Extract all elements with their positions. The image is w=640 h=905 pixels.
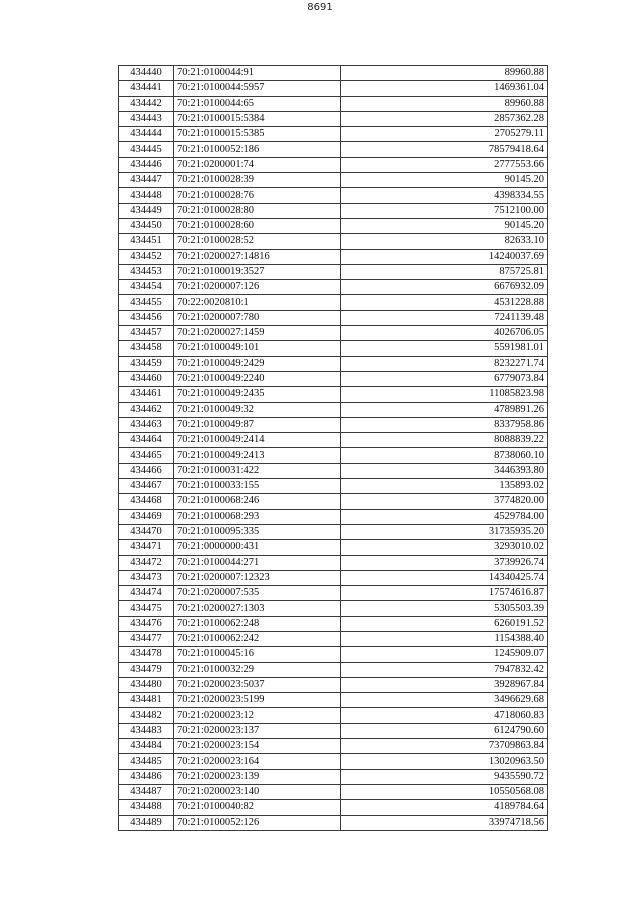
value-cell: 89960.88 xyxy=(341,66,548,81)
row-id-cell: 434485 xyxy=(119,754,174,769)
row-id-cell: 434479 xyxy=(119,662,174,677)
cadastral-number-cell: 70:21:0200001:74 xyxy=(174,157,341,172)
cadastral-number-cell: 70:21:0100032:29 xyxy=(174,662,341,677)
value-cell: 4531228.88 xyxy=(341,295,548,310)
cadastral-number-cell: 70:21:0100049:2240 xyxy=(174,371,341,386)
cadastral-number-cell: 70:21:0100049:2429 xyxy=(174,356,341,371)
value-cell: 3496629.68 xyxy=(341,693,548,708)
cadastral-number-cell: 70:21:0200023:12 xyxy=(174,708,341,723)
table-row xyxy=(119,127,548,142)
value-cell: 7241139.48 xyxy=(341,310,548,325)
row-id-cell: 434474 xyxy=(119,586,174,601)
value-cell: 33974718.56 xyxy=(341,815,548,830)
row-id-cell: 434469 xyxy=(119,509,174,524)
table-row xyxy=(119,479,548,494)
row-id-cell: 434442 xyxy=(119,96,174,111)
row-id-cell: 434484 xyxy=(119,739,174,754)
table-row xyxy=(119,723,548,738)
cadastral-number-cell: 70:21:0100045:16 xyxy=(174,647,341,662)
table-row xyxy=(119,754,548,769)
value-cell: 8738060.10 xyxy=(341,448,548,463)
row-id-cell: 434459 xyxy=(119,356,174,371)
table-row xyxy=(119,111,548,126)
table-row xyxy=(119,784,548,799)
row-id-cell: 434455 xyxy=(119,295,174,310)
cadastral-number-cell: 70:21:0100028:60 xyxy=(174,218,341,233)
value-cell: 9435590.72 xyxy=(341,769,548,784)
table-row xyxy=(119,142,548,157)
value-cell: 3293010.02 xyxy=(341,540,548,555)
value-cell: 17574616.87 xyxy=(341,586,548,601)
cadastral-number-cell: 70:21:0100049:2413 xyxy=(174,448,341,463)
value-cell: 2777553.66 xyxy=(341,157,548,172)
value-cell: 7512100.00 xyxy=(341,203,548,218)
table-row xyxy=(119,708,548,723)
row-id-cell: 434450 xyxy=(119,218,174,233)
row-id-cell: 434454 xyxy=(119,280,174,295)
cadastral-number-cell: 70:21:0100062:242 xyxy=(174,631,341,646)
cadastral-number-cell: 70:21:0100049:2435 xyxy=(174,387,341,402)
row-id-cell: 434449 xyxy=(119,203,174,218)
cadastral-number-cell: 70:21:0100044:65 xyxy=(174,96,341,111)
value-cell: 11085823.98 xyxy=(341,387,548,402)
value-cell: 6779073.84 xyxy=(341,371,548,386)
table-row xyxy=(119,96,548,111)
row-id-cell: 434478 xyxy=(119,647,174,662)
data-table xyxy=(118,65,548,831)
value-cell: 82633.10 xyxy=(341,234,548,249)
table-row xyxy=(119,310,548,325)
cadastral-number-cell: 70:21:0100049:101 xyxy=(174,341,341,356)
table-row xyxy=(119,800,548,815)
table-row xyxy=(119,66,548,81)
row-id-cell: 434468 xyxy=(119,494,174,509)
row-id-cell: 434488 xyxy=(119,800,174,815)
cadastral-number-cell: 70:21:0200023:139 xyxy=(174,769,341,784)
table-row xyxy=(119,586,548,601)
cadastral-number-cell: 70:21:0200027:14816 xyxy=(174,249,341,264)
table-row xyxy=(119,264,548,279)
table-row xyxy=(119,815,548,830)
row-id-cell: 434489 xyxy=(119,815,174,830)
value-cell: 4026706.05 xyxy=(341,326,548,341)
cadastral-number-cell: 70:21:0100019:3527 xyxy=(174,264,341,279)
cadastral-number-cell: 70:21:0100044:271 xyxy=(174,555,341,570)
value-cell: 5305503.39 xyxy=(341,601,548,616)
cadastral-number-cell: 70:21:0100033:155 xyxy=(174,479,341,494)
table-row xyxy=(119,295,548,310)
cadastral-number-cell: 70:21:0100028:39 xyxy=(174,173,341,188)
cadastral-number-cell: 70:21:0100028:76 xyxy=(174,188,341,203)
row-id-cell: 434466 xyxy=(119,463,174,478)
value-cell: 1469361.04 xyxy=(341,81,548,96)
cadastral-number-cell: 70:21:0200027:1459 xyxy=(174,326,341,341)
table-row xyxy=(119,616,548,631)
value-cell: 4529784.00 xyxy=(341,509,548,524)
row-id-cell: 434482 xyxy=(119,708,174,723)
cadastral-number-cell: 70:21:0100068:246 xyxy=(174,494,341,509)
table-row xyxy=(119,662,548,677)
cadastral-number-cell: 70:21:0100049:2414 xyxy=(174,433,341,448)
value-cell: 90145.20 xyxy=(341,173,548,188)
value-cell: 14240037.69 xyxy=(341,249,548,264)
value-cell: 5591981.01 xyxy=(341,341,548,356)
table-row xyxy=(119,555,548,570)
table-row xyxy=(119,356,548,371)
cadastral-number-cell: 70:21:0200027:1303 xyxy=(174,601,341,616)
cadastral-number-cell: 70:21:0200007:126 xyxy=(174,280,341,295)
cadastral-number-cell: 70:21:0100015:5384 xyxy=(174,111,341,126)
row-id-cell: 434460 xyxy=(119,371,174,386)
value-cell: 10550568.08 xyxy=(341,784,548,799)
value-cell: 14340425.74 xyxy=(341,570,548,585)
cadastral-number-cell: 70:21:0100028:52 xyxy=(174,234,341,249)
row-id-cell: 434456 xyxy=(119,310,174,325)
row-id-cell: 434447 xyxy=(119,173,174,188)
value-cell: 90145.20 xyxy=(341,218,548,233)
cadastral-number-cell: 70:21:0200023:5199 xyxy=(174,693,341,708)
row-id-cell: 434487 xyxy=(119,784,174,799)
value-cell: 8337958.86 xyxy=(341,417,548,432)
table-body xyxy=(119,66,548,831)
table-row xyxy=(119,234,548,249)
value-cell: 4718060.83 xyxy=(341,708,548,723)
row-id-cell: 434448 xyxy=(119,188,174,203)
table-row xyxy=(119,81,548,96)
row-id-cell: 434445 xyxy=(119,142,174,157)
table-row xyxy=(119,509,548,524)
value-cell: 89960.88 xyxy=(341,96,548,111)
value-cell: 31735935.20 xyxy=(341,524,548,539)
value-cell: 8232271.74 xyxy=(341,356,548,371)
cadastral-number-cell: 70:21:0200007:12323 xyxy=(174,570,341,585)
table-row xyxy=(119,494,548,509)
cadastral-number-cell: 70:21:0100068:293 xyxy=(174,509,341,524)
row-id-cell: 434481 xyxy=(119,693,174,708)
cadastral-number-cell: 70:21:0100049:87 xyxy=(174,417,341,432)
table-row xyxy=(119,402,548,417)
row-id-cell: 434443 xyxy=(119,111,174,126)
table-row xyxy=(119,631,548,646)
table-row xyxy=(119,570,548,585)
value-cell: 4189784.64 xyxy=(341,800,548,815)
row-id-cell: 434465 xyxy=(119,448,174,463)
row-id-cell: 434461 xyxy=(119,387,174,402)
table-row xyxy=(119,341,548,356)
table-row xyxy=(119,218,548,233)
row-id-cell: 434475 xyxy=(119,601,174,616)
value-cell: 135893.02 xyxy=(341,479,548,494)
row-id-cell: 434473 xyxy=(119,570,174,585)
cadastral-number-cell: 70:21:0200023:137 xyxy=(174,723,341,738)
cadastral-number-cell: 70:21:0100052:126 xyxy=(174,815,341,830)
value-cell: 6676932.09 xyxy=(341,280,548,295)
row-id-cell: 434452 xyxy=(119,249,174,264)
value-cell: 7947832.42 xyxy=(341,662,548,677)
cadastral-number-cell: 70:21:0200023:164 xyxy=(174,754,341,769)
table-row xyxy=(119,448,548,463)
row-id-cell: 434472 xyxy=(119,555,174,570)
cadastral-number-cell: 70:21:0100044:91 xyxy=(174,66,341,81)
cadastral-number-cell: 70:21:0100031:422 xyxy=(174,463,341,478)
value-cell: 78579418.64 xyxy=(341,142,548,157)
cadastral-number-cell: 70:21:0200023:154 xyxy=(174,739,341,754)
table-row xyxy=(119,524,548,539)
cadastral-number-cell: 70:21:0200023:140 xyxy=(174,784,341,799)
table-row xyxy=(119,249,548,264)
row-id-cell: 434457 xyxy=(119,326,174,341)
value-cell: 3446393.80 xyxy=(341,463,548,478)
cadastral-number-cell: 70:21:0100095:335 xyxy=(174,524,341,539)
cadastral-number-cell: 70:21:0100015:5385 xyxy=(174,127,341,142)
table-row xyxy=(119,173,548,188)
cadastral-number-cell: 70:21:0100062:248 xyxy=(174,616,341,631)
cadastral-number-cell: 70:21:0000000:431 xyxy=(174,540,341,555)
table-row xyxy=(119,769,548,784)
cadastral-number-cell: 70:21:0100028:80 xyxy=(174,203,341,218)
value-cell: 2705279.11 xyxy=(341,127,548,142)
table-row xyxy=(119,540,548,555)
value-cell: 875725.81 xyxy=(341,264,548,279)
table-row xyxy=(119,677,548,692)
table-row xyxy=(119,157,548,172)
value-cell: 13020963.50 xyxy=(341,754,548,769)
value-cell: 2857362.28 xyxy=(341,111,548,126)
table-row xyxy=(119,693,548,708)
cadastral-number-cell: 70:21:0100040:82 xyxy=(174,800,341,815)
page-number: 8691 xyxy=(307,2,333,13)
cadastral-number-cell: 70:21:0200007:535 xyxy=(174,586,341,601)
table-row xyxy=(119,463,548,478)
value-cell: 3928967.84 xyxy=(341,677,548,692)
table-row xyxy=(119,647,548,662)
table-row xyxy=(119,371,548,386)
value-cell: 6260191.52 xyxy=(341,616,548,631)
table-row xyxy=(119,203,548,218)
cadastral-number-cell: 70:21:0100044:5957 xyxy=(174,81,341,96)
cadastral-number-cell: 70:22:0020810:1 xyxy=(174,295,341,310)
row-id-cell: 434444 xyxy=(119,127,174,142)
row-id-cell: 434486 xyxy=(119,769,174,784)
table-row xyxy=(119,387,548,402)
value-cell: 8088839.22 xyxy=(341,433,548,448)
row-id-cell: 434476 xyxy=(119,616,174,631)
value-cell: 6124790.60 xyxy=(341,723,548,738)
row-id-cell: 434446 xyxy=(119,157,174,172)
table-row xyxy=(119,326,548,341)
row-id-cell: 434480 xyxy=(119,677,174,692)
value-cell: 4789891.26 xyxy=(341,402,548,417)
row-id-cell: 434441 xyxy=(119,81,174,96)
row-id-cell: 434453 xyxy=(119,264,174,279)
row-id-cell: 434462 xyxy=(119,402,174,417)
value-cell: 73709863.84 xyxy=(341,739,548,754)
row-id-cell: 434463 xyxy=(119,417,174,432)
row-id-cell: 434458 xyxy=(119,341,174,356)
row-id-cell: 434467 xyxy=(119,479,174,494)
value-cell: 3774820.00 xyxy=(341,494,548,509)
cadastral-number-cell: 70:21:0200007:780 xyxy=(174,310,341,325)
cadastral-number-cell: 70:21:0100049:32 xyxy=(174,402,341,417)
value-cell: 3739926.74 xyxy=(341,555,548,570)
row-id-cell: 434470 xyxy=(119,524,174,539)
table-row xyxy=(119,739,548,754)
value-cell: 1245909.07 xyxy=(341,647,548,662)
row-id-cell: 434477 xyxy=(119,631,174,646)
row-id-cell: 434471 xyxy=(119,540,174,555)
row-id-cell: 434483 xyxy=(119,723,174,738)
value-cell: 1154388.40 xyxy=(341,631,548,646)
row-id-cell: 434440 xyxy=(119,66,174,81)
cadastral-number-cell: 70:21:0200023:5037 xyxy=(174,677,341,692)
row-id-cell: 434451 xyxy=(119,234,174,249)
row-id-cell: 434464 xyxy=(119,433,174,448)
table-row xyxy=(119,280,548,295)
table-row xyxy=(119,417,548,432)
cadastral-number-cell: 70:21:0100052:186 xyxy=(174,142,341,157)
value-cell: 4398334.55 xyxy=(341,188,548,203)
table-row xyxy=(119,601,548,616)
table-row xyxy=(119,433,548,448)
table-row xyxy=(119,188,548,203)
